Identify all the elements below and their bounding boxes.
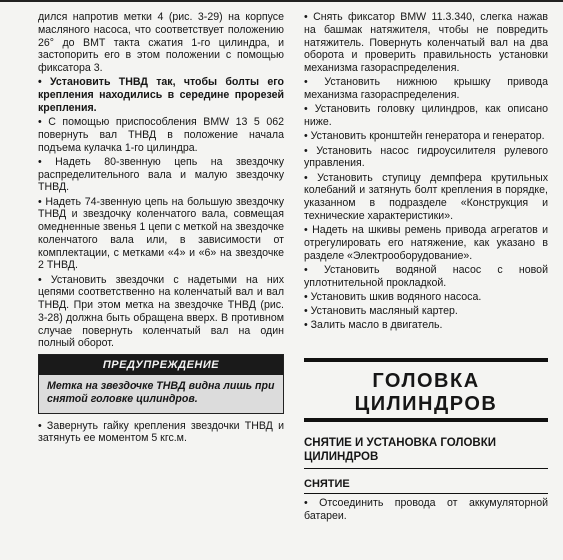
right-para-8: • Установить водяной насос с новой уплотнительной прокладкой. [304,263,548,289]
right-para-1: • Снять фиксатор BMW 11.3.340, слегка нажав на башмак натяжителя, чтобы не повредить натяжитель. Повернуть коленчатый вал на два оборота и проверить правильность установки механизма газораспределения. [304,11,548,74]
right-para-6: • Установить ступицу демпфера крутильных колебаний и затянуть болт крепления в порядке, указанном в подразделе «Конструкция и технические характеристики». [304,171,548,222]
left-para-2: • Установить ТНВД так, чтобы болты его крепления находились в середине прорезей крепления. [38,76,284,114]
warning-text: Метка на звездочке ТНВД видна лишь при снятой головке цилиндров. [47,380,275,405]
right-para-2: • Установить нижнюю крышку привода механизма газораспределения. [304,76,548,101]
left-para-3: • С помощью приспособления BMW 13 5 062 повернуть вал ТНВД в положение начала подъема кулачка 1-го цилиндра. [38,116,284,154]
left-para-1: дился напротив метки 4 (рис. 3-29) на корпусе масляного насоса, что соответствует положению 26° до ВМТ такта сжатия 1-го цилиндра, и застопорить его в этом положении с помощью фиксатора 3. [38,11,284,74]
left-para-4: • Надеть 80-звенную цепь на звездочку распределительного вала и малую звездочку ТНВД. [38,155,284,194]
warning-title: ПРЕДУПРЕЖДЕНИЕ [39,355,283,375]
right-para-after-heading: • Отсоединить провода от аккумуляторной батареи. [304,497,548,522]
right-para-9: • Установить шкив водяного насоса. [304,290,482,303]
right-para-4: • Установить кронштейн генератора и генератор. [304,130,545,143]
warning-box [38,354,284,414]
left-column [38,11,284,447]
left-para-after-warning: • Завернуть гайку крепления звездочки ТНВД и затянуть ее моментом 5 кгс.м. [38,419,284,445]
page-top-rule [0,0,563,2]
left-para-6: • Установить звездочки с надетыми на них цепями соответственно на коленчатый вал и вал ТНВД. При этом метка на звездочке ТНВД (рис. 3-28) должна быть обращена вверх. В противном случае повернуть коленчатый вал на один полный оборот. [38,273,284,350]
section-title: ГОЛОВКА ЦИЛИНДРОВ [304,358,548,422]
right-para-10: • Установить масляный картер. [304,305,458,317]
right-column [304,11,548,524]
right-para-11: • Залить масло в двигатель. [304,319,443,332]
right-para-5: • Установить насос гидроусилителя рулевого управления. [304,144,548,170]
left-para-5: • Надеть 74-звенную цепь на большую звездочку ТНВД и звездочку коленчатого вала, совмещая омедненные звенья 1 цепи с меткой на звездочке коленчатого вала или, в зависимости от комплектации, с метками «4» и «6» на звездочке 2 ТНВД. [38,195,284,272]
right-para-3: • Установить головку цилиндров, как описано ниже. [304,103,548,128]
sub-subsection-title: СНЯТИЕ [304,477,548,494]
right-para-7: • Надеть на шкивы ремень привода агрегатов и отрегулировать его натяжение, как указано в разделе «Электрооборудование». [304,224,548,262]
subsection-title: СНЯТИЕ И УСТАНОВКА ГОЛОВКИ ЦИЛИНДРОВ [304,436,548,469]
